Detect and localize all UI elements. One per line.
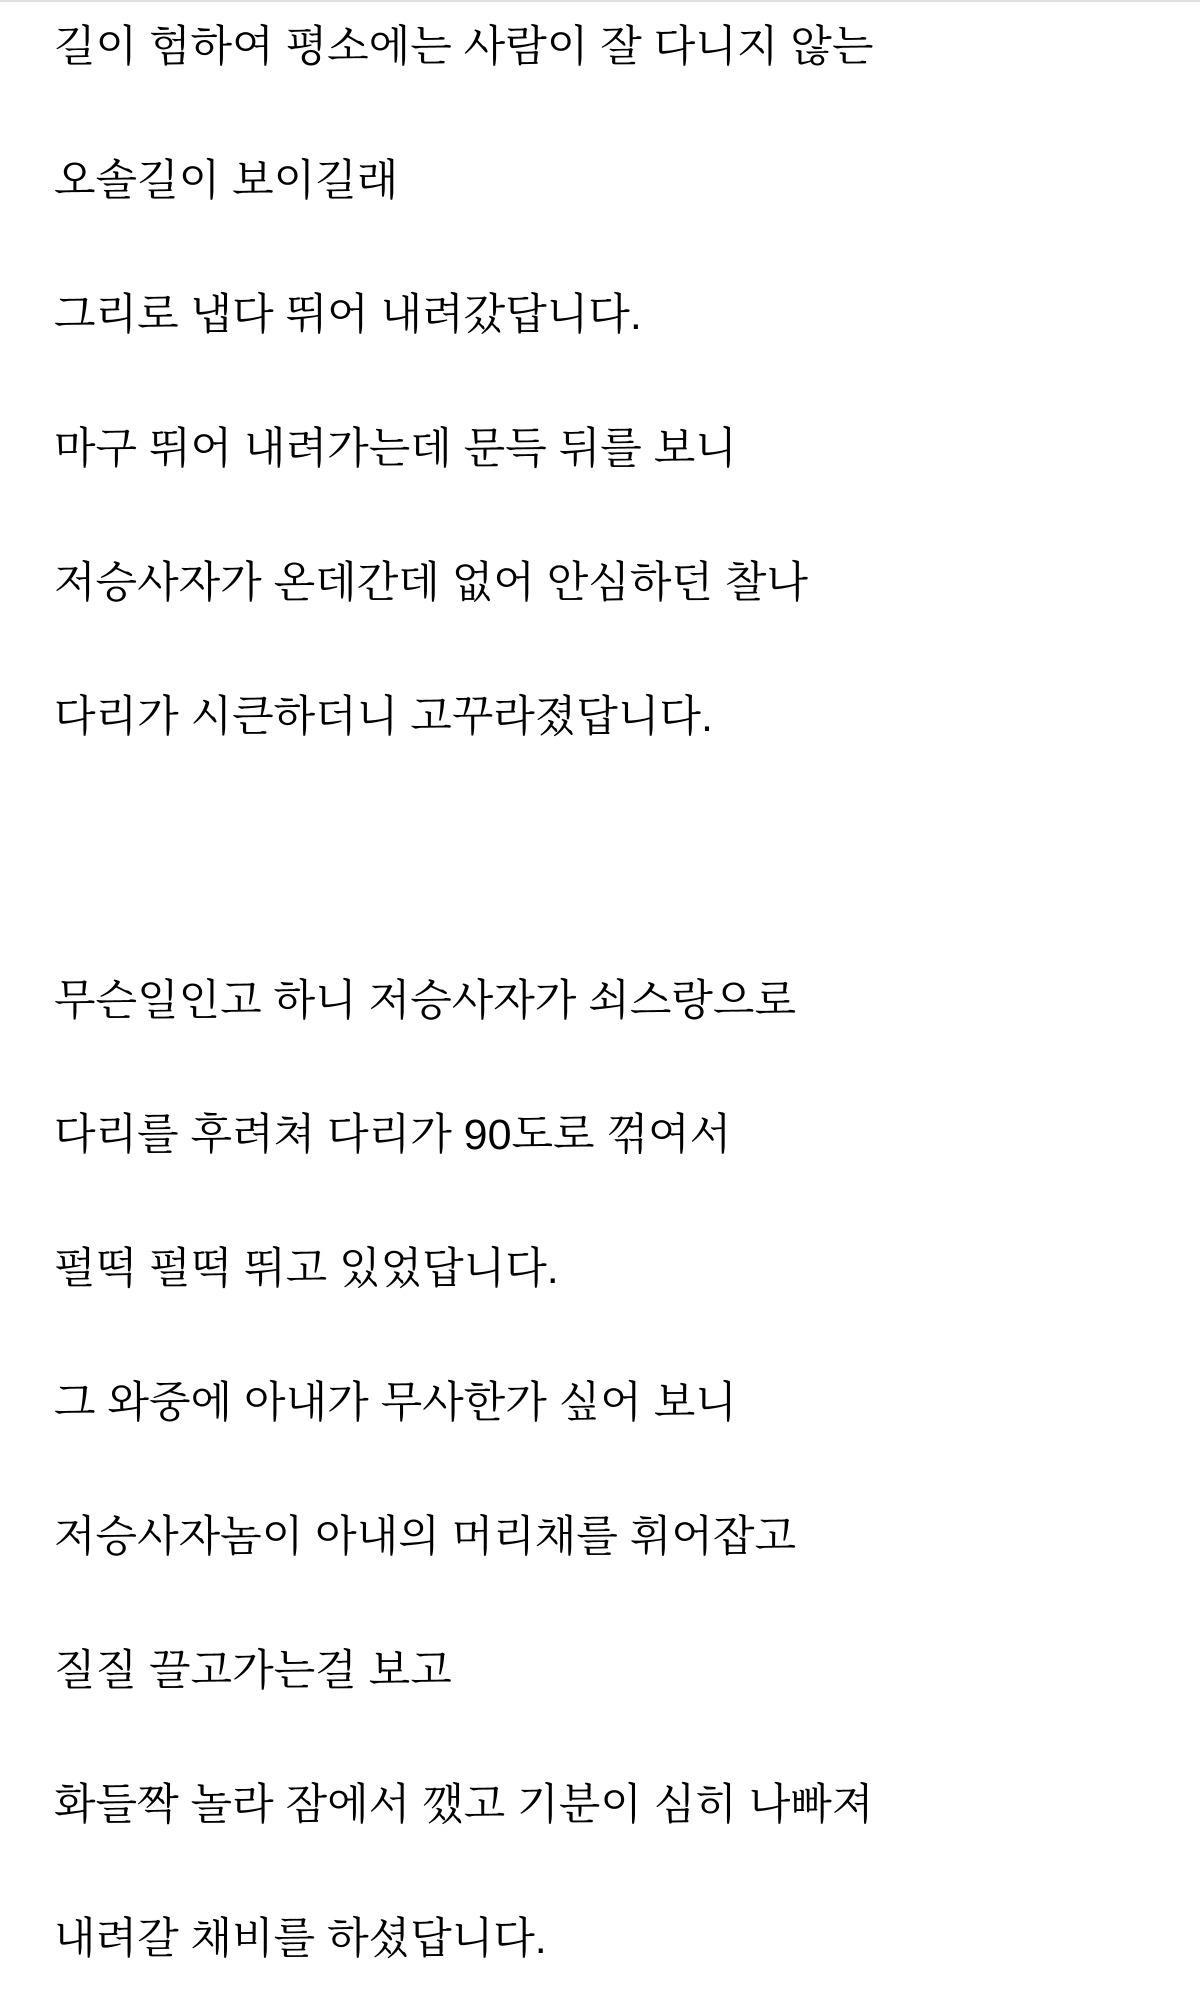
text-line-3: 그리로 냅다 뛰어 내려갔답니다. [54, 291, 642, 339]
text-line-5: 저승사자가 온데간데 없어 안심하던 찰나 [54, 559, 808, 607]
text-line-1: 길이 험하여 평소에는 사람이 잘 다니지 않는 [54, 23, 874, 71]
text-line-11: 저승사자놈이 아내의 머리채를 휘어잡고 [54, 1513, 796, 1561]
text-line-9: 펄떡 펄떡 뛰고 있었답니다. [54, 1245, 559, 1293]
text-line-14: 내려갈 채비를 하셨답니다. [54, 1915, 547, 1963]
text-line-2: 오솔길이 보이길래 [54, 157, 399, 205]
text-line-13: 화들짝 놀라 잠에서 깼고 기분이 심히 나빠져 [54, 1781, 874, 1829]
paragraph-spacer [54, 830, 1160, 980]
text-line-7: 무슨일인고 하니 저승사자가 쇠스랑으로 [54, 977, 796, 1025]
text-line-4: 마구 뛰어 내려가는데 문득 뒤를 보니 [54, 425, 737, 473]
text-line-10: 그 와중에 아내가 무사한가 싶어 보니 [54, 1379, 737, 1427]
text-line-12: 질질 끌고가는걸 보고 [54, 1647, 452, 1695]
text-line-6: 다리가 시큰하더니 고꾸라졌답니다. [54, 693, 713, 741]
top-edge-divider [0, 0, 1200, 2]
text-line-8: 다리를 후려쳐 다리가 90도로 꺾여서 [54, 1111, 732, 1159]
